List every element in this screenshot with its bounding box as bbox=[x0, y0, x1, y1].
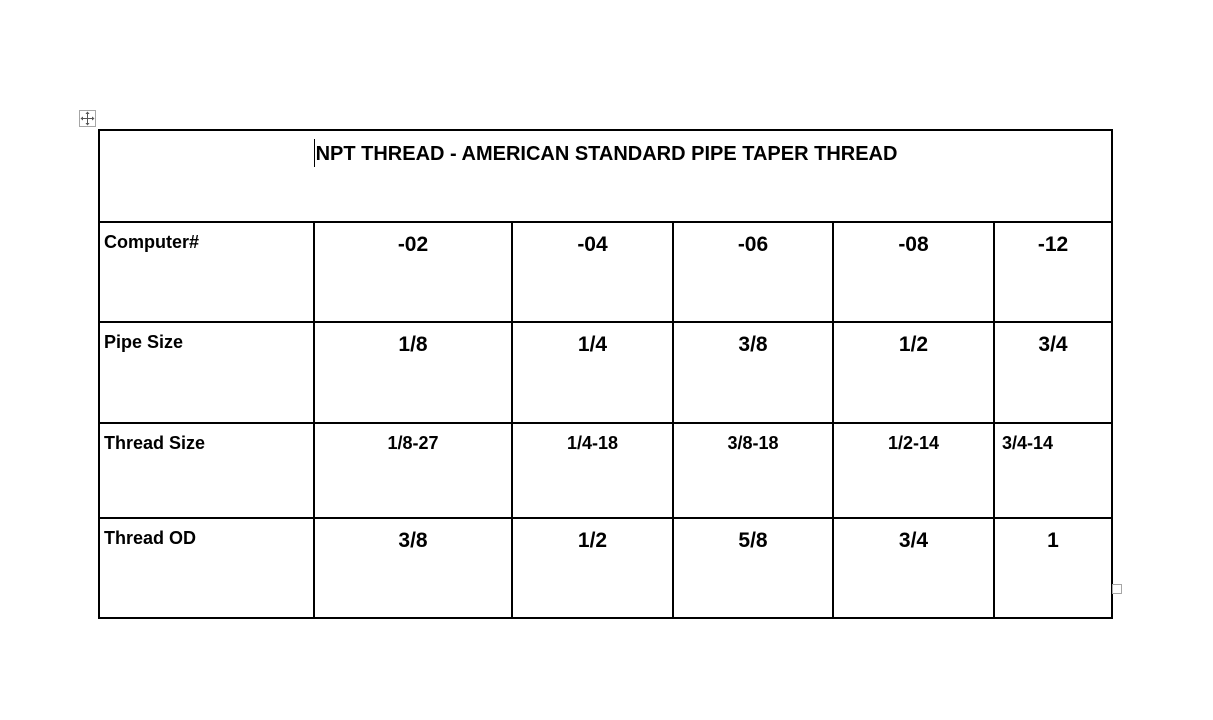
table-title-cell[interactable] bbox=[99, 130, 1112, 222]
table-cell[interactable]: 1 bbox=[994, 518, 1112, 618]
table-row-pipe-size bbox=[99, 322, 1112, 423]
table-cell[interactable]: 3/8 bbox=[673, 322, 833, 423]
table-title bbox=[314, 143, 898, 166]
table-cell[interactable]: 1/2-14 bbox=[833, 423, 994, 518]
table-title-text: NPT THREAD - AMERICAN STANDARD PIPE TAPER THREAD bbox=[315, 143, 898, 165]
table-cell[interactable]: 1/8 bbox=[314, 322, 512, 423]
table-cell[interactable]: 3/8 bbox=[314, 518, 512, 618]
table-cell[interactable]: 3/4 bbox=[994, 322, 1112, 423]
table-row-thread-size bbox=[99, 423, 1112, 518]
table-resize-handle-icon[interactable] bbox=[1112, 584, 1122, 594]
table-cell[interactable]: 1/8-27 bbox=[314, 423, 512, 518]
table-row-computer-number bbox=[99, 222, 1112, 322]
table-cell[interactable]: -06 bbox=[673, 222, 833, 322]
table-row-thread-od bbox=[99, 518, 1112, 618]
npt-thread-table bbox=[98, 129, 1113, 619]
row-label-pipe-size[interactable]: Pipe Size bbox=[99, 322, 314, 423]
table-cell[interactable]: 1/4 bbox=[512, 322, 673, 423]
table-cell[interactable]: -02 bbox=[314, 222, 512, 322]
table-cell[interactable]: 1/2 bbox=[512, 518, 673, 618]
table-cell[interactable]: -04 bbox=[512, 222, 673, 322]
table-cell[interactable]: -12 bbox=[994, 222, 1112, 322]
table-cell[interactable]: 3/4-14 bbox=[994, 423, 1112, 518]
row-label-computer-number[interactable]: Computer# bbox=[99, 222, 314, 322]
table-move-handle-icon[interactable] bbox=[79, 110, 96, 127]
table-cell[interactable]: 1/4-18 bbox=[512, 423, 673, 518]
table-cell[interactable]: 3/8-18 bbox=[673, 423, 833, 518]
table-cell[interactable]: 1/2 bbox=[833, 322, 994, 423]
table-cell[interactable]: 5/8 bbox=[673, 518, 833, 618]
row-label-thread-od[interactable]: Thread OD bbox=[99, 518, 314, 618]
table-cell[interactable]: -08 bbox=[833, 222, 994, 322]
row-label-thread-size[interactable]: Thread Size bbox=[99, 423, 314, 518]
title-row bbox=[99, 130, 1112, 222]
table-cell[interactable]: 3/4 bbox=[833, 518, 994, 618]
text-cursor bbox=[314, 139, 315, 167]
